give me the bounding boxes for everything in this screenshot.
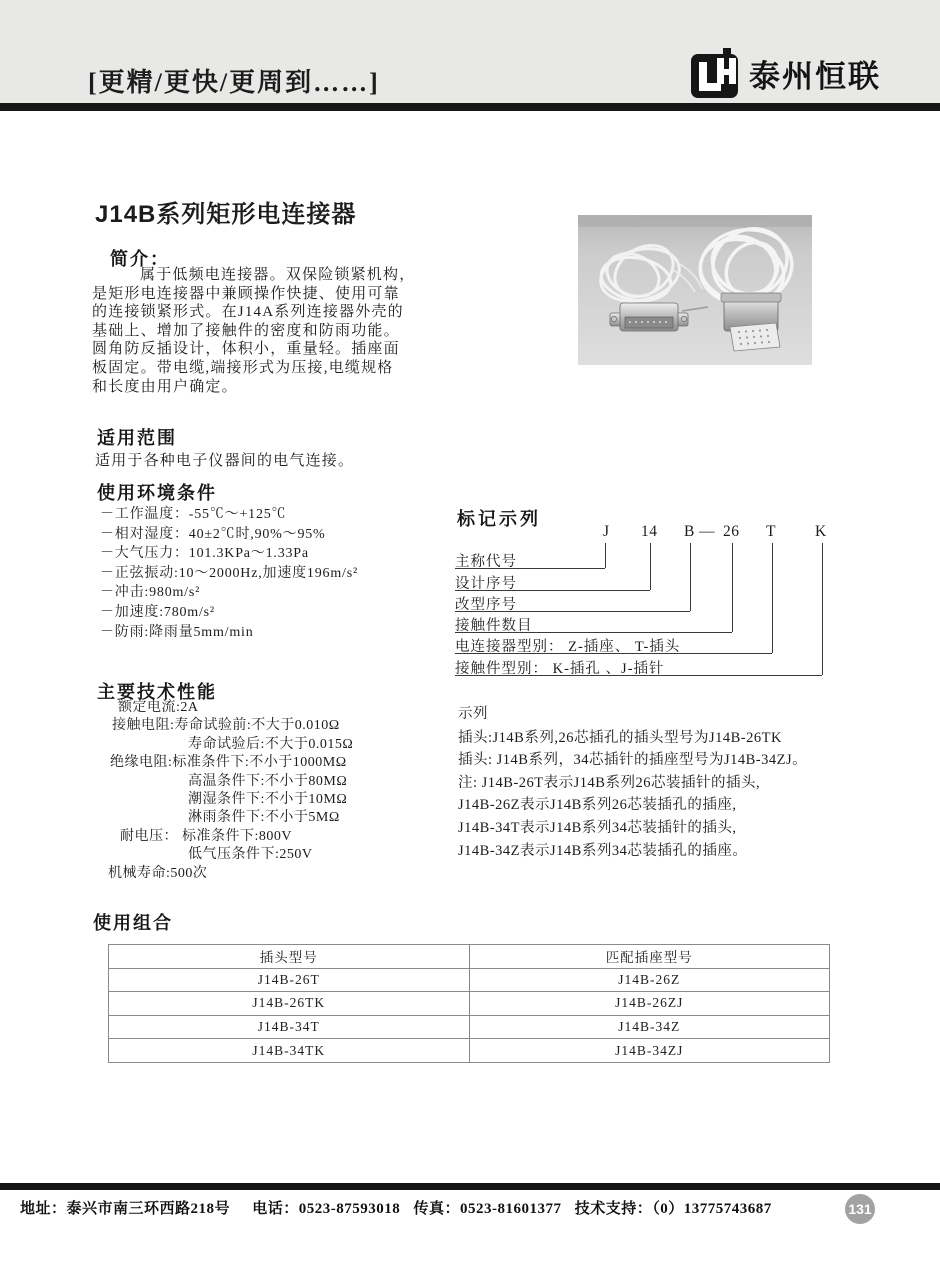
cell-plug-model: J14B-26TK [109,992,470,1016]
intro-line: 是矩形电连接器中兼顾操作快捷、使用可靠 [92,285,400,302]
table-row [109,992,830,1016]
example-line: 注: J14B-26T表示J14B系列26芯装插针的插头, [458,774,761,791]
marking-diagram [455,505,840,690]
marking-code-char: T [766,523,776,540]
footer-fax: 传真：0523-81601377 [413,1201,562,1217]
column-header-plug: 插头型号 [109,945,470,969]
environment-list [100,505,358,642]
intro-line: 基础上、增加了接触件的密度和防雨功能。 [92,322,400,339]
table-row [109,968,830,992]
marking-connector-line [732,543,733,632]
environment-item: －相对湿度：40±2℃时,90%～95% [100,526,326,542]
marking-label: 主称代号 [455,550,605,569]
brand-block [690,46,881,100]
scope-text: 适用于各种电子仪器间的电气连接。 [95,453,355,469]
environment-item: －加速度:780m/s² [100,604,215,620]
marking-code-char: 14 [641,523,658,540]
performance-item: 机械寿命:500次 [108,865,208,881]
marking-connector-line [650,543,651,590]
performance-item: 寿命试验后:不大于0.015Ω [188,736,354,752]
intro-line: 属于低频电连接器。双保险锁紧机构， [140,267,416,283]
performance-item: 潮湿条件下:不小于10MΩ [188,792,348,808]
page-number-badge: 131 [845,1194,875,1224]
environment-item: －正弦振动:10～2000Hz,加速度196m/s² [100,565,358,581]
intro-heading: 简介： [110,249,170,269]
marking-connector-line [822,543,823,675]
header-divider-bar [0,103,940,111]
performance-list [108,699,353,883]
footer-phone: 电话：0523-87593018 [252,1201,401,1217]
combination-heading: 使用组合 [93,913,173,933]
performance-item: 淋雨条件下:不小于5MΩ [188,810,340,826]
example-line: J14B-34Z表示J14B系列34芯装插孔的插座。 [458,842,748,859]
environment-item: －防雨:降雨量5mm/min [100,624,254,640]
footer-support: 技术支持：（0）13775743687 [574,1201,772,1217]
marking-label: 接触件型别： K-插孔 、J-插针 [455,657,822,676]
product-photo [578,215,812,365]
marking-label: 设计序号 [455,572,650,591]
marking-code-char: — [699,523,715,540]
example-line: J14B-26Z表示J14B系列26芯装插孔的插座, [458,797,737,814]
cell-plug-model: J14B-34T [109,1015,470,1039]
cell-socket-model: J14B-34ZJ [469,1039,830,1063]
table-header-row [109,945,830,969]
marking-label: 接触件数目 [455,614,732,633]
marking-label: 改型序号 [455,593,690,612]
performance-item: 耐电压： 标准条件下:800V [120,828,292,844]
footer-address: 地址：泰兴市南三环西路218号 [20,1201,231,1217]
example-line: 插头:J14B系列,26芯插孔的插头型号为J14B-26TK [458,729,782,746]
marking-code-char: J [603,523,610,540]
page-title: J14B系列矩形电连接器 [95,201,357,228]
brand-name: 泰州恒联 [749,58,881,94]
example-block [458,703,858,862]
marking-code-char: K [815,523,827,540]
performance-item: 接触电阻:寿命试验前:不大于0.010Ω [112,718,340,734]
performance-heading: 主要技术性能 [97,682,217,702]
column-header-socket: 匹配插座型号 [469,945,830,969]
marking-connector-line [605,543,606,568]
intro-line: 的连接锁紧形式。在J14A系列连接器外壳的 [92,304,404,321]
cell-socket-model: J14B-26Z [469,968,830,992]
performance-item: 绝缘电阻:标准条件下:不小于1000MΩ [110,755,347,771]
intro-line: 和长度由用户确定。 [92,378,238,395]
marking-connector-line [772,543,773,653]
header-band [0,0,940,103]
combination-table [108,944,830,1063]
environment-heading: 使用环境条件 [97,483,217,503]
environment-item: －工作温度：-55℃～+125℃ [100,507,287,522]
example-line: 插头: J14B系列，34芯插针的插座型号为J14B-34ZJ。 [458,752,808,769]
performance-item: 低气压条件下:250V [188,847,313,863]
cell-socket-model: J14B-34Z [469,1015,830,1039]
cell-plug-model: J14B-34TK [109,1039,470,1063]
footer-contact [20,1197,772,1218]
marking-heading: 标记示列 [457,509,541,529]
performance-item: 额定电流:2A [118,700,199,715]
example-heading: 示列 [458,706,488,722]
example-line: J14B-34T表示J14B系列34芯装插针的插头, [458,819,737,836]
table-row [109,1015,830,1039]
marking-code-char: 26 [723,523,740,540]
cell-socket-model: J14B-26ZJ [469,992,830,1016]
table-row [109,1039,830,1063]
marking-label: 电连接器型别： Z-插座、 T-插头 [455,635,772,654]
performance-item: 高温条件下:不小于80MΩ [188,773,348,789]
slogan-text: [更精/更快/更周到……] [88,68,380,97]
environment-item: －冲击:980m/s² [100,585,201,601]
intro-line: 板固定。带电缆,端接形式为压接,电缆规格 [92,359,394,376]
intro-line: 圆角防反插设计，体积小，重量轻。插座面 [92,341,400,358]
intro-paragraph [92,266,472,396]
environment-item: －大气压力：101.3KPa～1.33Pa [100,546,309,562]
scope-heading: 适用范围 [97,428,177,448]
cell-plug-model: J14B-26T [109,968,470,992]
footer-divider-bar [0,1183,940,1190]
marking-code-char: B [684,523,695,540]
lh-logo-icon [690,47,740,99]
marking-connector-line [690,543,691,611]
